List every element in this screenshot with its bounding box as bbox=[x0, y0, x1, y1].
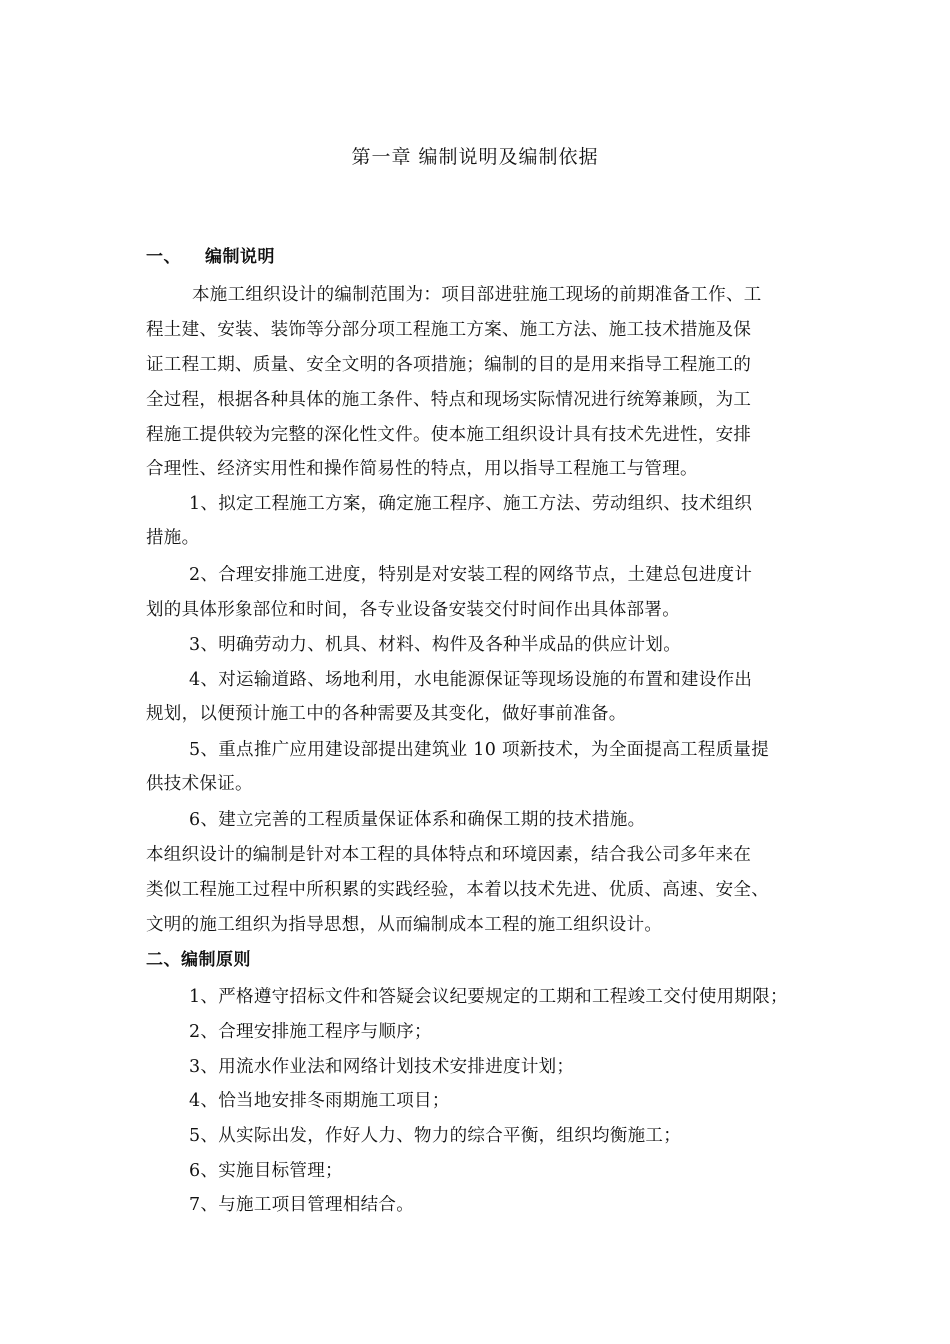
principle-item: 4、恰当地安排冬雨期施工项目； bbox=[189, 1091, 450, 1111]
list-item-continuation: 规划，以便预计施工中的各种需要及其变化，做好事前准备。 bbox=[146, 704, 627, 724]
section-2-heading: 二、编制原则 bbox=[146, 950, 251, 970]
list-item: 2、合理安排施工进度，特别是对安装工程的网络节点，土建总包进度计 bbox=[189, 565, 753, 585]
section-1-title: 编制说明 bbox=[205, 247, 275, 267]
principle-item: 3、用流水作业法和网络计划技术安排进度计划； bbox=[189, 1057, 575, 1077]
paragraph-line: 本施工组织设计的编制范围为：项目部进驻施工现场的前期准备工作、工 bbox=[192, 285, 762, 305]
closing-paragraph-line: 类似工程施工过程中所积累的实践经验，本着以技术先进、优质、高速、安全、 bbox=[146, 880, 769, 900]
principle-item: 1、严格遵守招标文件和答疑会议纪要规定的工期和工程竣工交付使用期限； bbox=[189, 987, 788, 1007]
principle-item: 7、与施工项目管理相结合。 bbox=[189, 1195, 415, 1215]
closing-paragraph-line: 文明的施工组织为指导思想，从而编制成本工程的施工组织设计。 bbox=[146, 915, 663, 935]
list-item-continuation: 措施。 bbox=[146, 528, 200, 548]
list-item: 6、建立完善的工程质量保证体系和确保工期的技术措施。 bbox=[189, 810, 646, 830]
list-item: 4、对运输道路、场地利用，水电能源保证等现场设施的布置和建设作出 bbox=[189, 670, 753, 690]
list-item: 3、明确劳动力、机具、材料、构件及各种半成品的供应计划。 bbox=[189, 635, 682, 655]
paragraph-line: 证工程工期、质量、安全文明的各项措施；编制的目的是用来指导工程施工的 bbox=[146, 355, 752, 375]
list-item: 5、重点推广应用建设部提出建筑业 10 项新技术，为全面提高工程质量提 bbox=[189, 740, 770, 760]
paragraph-line: 全过程，根据各种具体的施工条件、特点和现场实际情况进行统筹兼顾，为工 bbox=[146, 390, 752, 410]
principle-item: 2、合理安排施工程序与顺序； bbox=[189, 1022, 432, 1042]
paragraph-line: 程施工提供较为完整的深化性文件。使本施工组织设计具有技术先进性，安排 bbox=[146, 425, 752, 445]
list-item: 1、拟定工程施工方案，确定施工程序、施工方法、劳动组织、技术组织 bbox=[189, 494, 753, 514]
paragraph-line: 合理性、经济实用性和操作简易性的特点，用以指导工程施工与管理。 bbox=[146, 459, 698, 479]
list-item-continuation: 划的具体形象部位和时间，各专业设备安装交付时间作出具体部署。 bbox=[146, 600, 680, 620]
section-1-number: 一、 bbox=[146, 247, 181, 267]
chapter-title: 第一章 编制说明及编制依据 bbox=[351, 146, 599, 168]
section-1-heading bbox=[146, 242, 275, 267]
principle-item: 5、从实际出发，作好人力、物力的综合平衡，组织均衡施工； bbox=[189, 1126, 682, 1146]
paragraph-line: 程土建、安装、装饰等分部分项工程施工方案、施工方法、施工技术措施及保 bbox=[146, 320, 752, 340]
principle-item: 6、实施目标管理； bbox=[189, 1161, 343, 1181]
closing-paragraph-line: 本组织设计的编制是针对本工程的具体特点和环境因素，结合我公司多年来在 bbox=[146, 845, 752, 865]
list-item-continuation: 供技术保证。 bbox=[146, 774, 253, 794]
